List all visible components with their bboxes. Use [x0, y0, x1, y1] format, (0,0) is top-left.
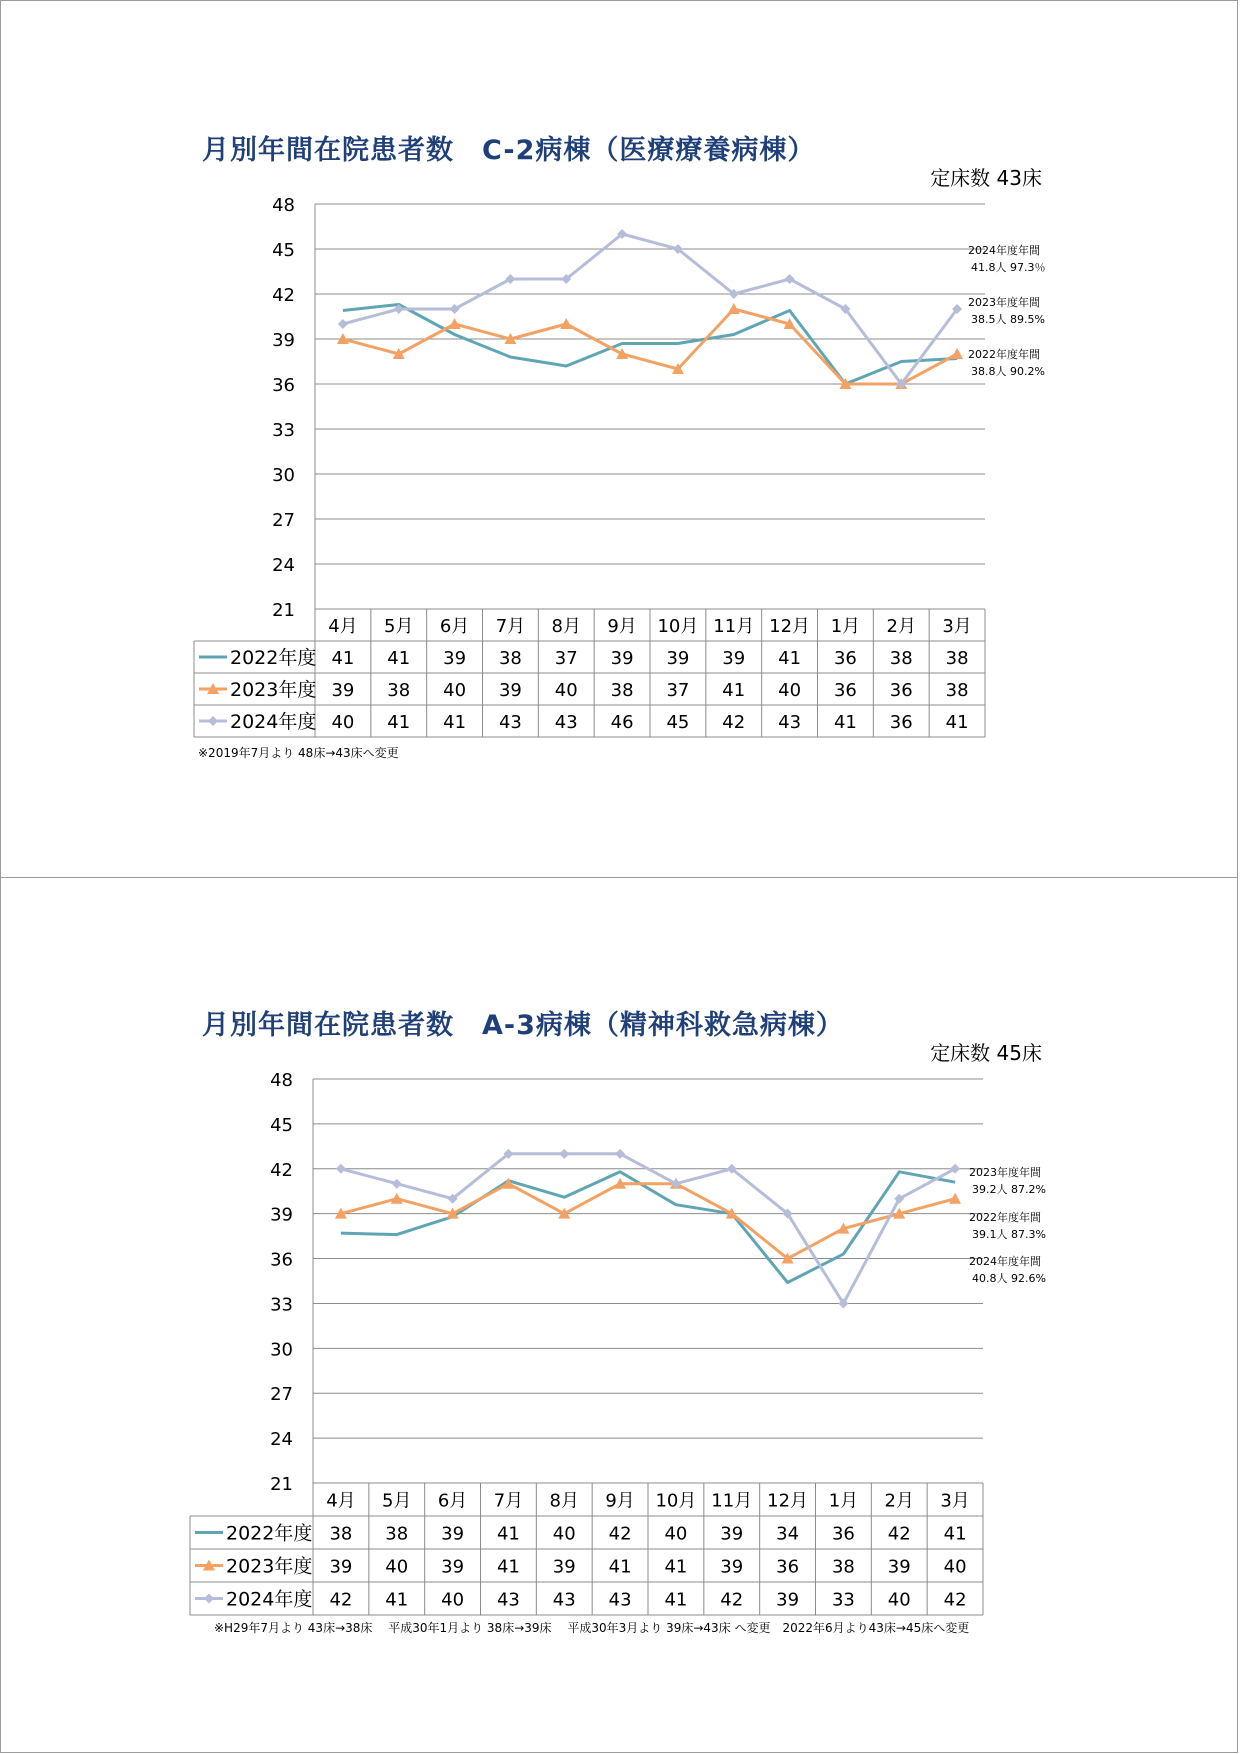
annotation-line2: 41.8人 97.3％ [971, 261, 1046, 274]
data-label: 38 [498, 648, 522, 669]
x-tick-label: 8月 [549, 1490, 579, 1512]
data-label: 39 [666, 648, 690, 669]
data-label: 40 [552, 1523, 576, 1545]
data-label: 37 [666, 680, 690, 701]
y-tick-label: 21 [272, 600, 295, 621]
data-label: 41 [945, 712, 969, 733]
chart-2 [190, 1070, 1046, 1615]
data-label: 42 [943, 1589, 967, 1611]
x-tick-label: 11月 [713, 616, 755, 637]
data-label: 38 [610, 680, 634, 701]
data-label: 42 [329, 1589, 353, 1611]
annotation-line1: 2023年度年間 [969, 1166, 1041, 1179]
data-label: 33 [831, 1589, 855, 1611]
x-tick-label: 3月 [940, 1490, 970, 1512]
legend-key-marker [204, 1594, 214, 1604]
data-label: 39 [722, 648, 746, 669]
y-tick-label: 27 [272, 510, 295, 531]
data-label: 36 [833, 680, 857, 701]
y-tick-label: 30 [272, 465, 295, 486]
data-label: 43 [496, 1589, 520, 1611]
data-label: 41 [387, 712, 411, 733]
data-label: 39 [610, 648, 634, 669]
data-label: 41 [943, 1523, 967, 1545]
data-table [194, 609, 985, 737]
data-label: 43 [498, 712, 522, 733]
x-tick-label: 10月 [657, 616, 699, 637]
data-point [559, 1149, 569, 1159]
annotation-line1: 2022年度年間 [969, 1211, 1041, 1224]
data-label: 37 [554, 648, 578, 669]
data-label: 41 [608, 1556, 632, 1578]
data-label: 40 [385, 1556, 409, 1578]
y-tick-label: 45 [272, 240, 295, 261]
data-label: 43 [608, 1589, 632, 1611]
legend-key-marker [208, 716, 218, 726]
data-label: 43 [778, 712, 802, 733]
data-label: 41 [778, 648, 802, 669]
data-label: 41 [387, 648, 411, 669]
annotation-line1: 2024年度年間 [969, 1255, 1041, 1268]
data-label: 40 [664, 1523, 688, 1545]
x-tick-label: 2月 [884, 1490, 914, 1512]
annotation-line1: 2024年度年間 [968, 244, 1040, 257]
chart-2-title: 月別年間在院患者数 A-3病棟（精神科救急病棟） [202, 1010, 844, 1041]
series-line-2022年度 [343, 305, 957, 385]
data-label: 36 [889, 680, 913, 701]
annotation-line2: 38.5人 89.5% [971, 313, 1045, 326]
chart-1-footnote: ※2019年7月より 48床→43床へ変更 [198, 746, 399, 760]
data-label: 41 [496, 1523, 520, 1545]
data-label: 41 [664, 1589, 688, 1611]
x-tick-label: 7月 [493, 1490, 524, 1512]
y-tick-label: 33 [270, 1294, 293, 1316]
y-tick-label: 42 [270, 1159, 293, 1181]
data-point [560, 318, 572, 329]
data-label: 38 [385, 1523, 409, 1545]
chart-1-title: 月別年間在院患者数 C-2病棟（医療療養病棟） [202, 135, 816, 166]
chart-2-beds: 定床数 45床 [930, 1041, 1042, 1065]
x-tick-label: 12月 [769, 616, 811, 637]
y-tick-label: 39 [270, 1204, 293, 1226]
y-tick-label: 30 [270, 1339, 293, 1361]
data-label: 41 [331, 648, 355, 669]
data-label: 39 [887, 1556, 911, 1578]
data-point [391, 1193, 403, 1204]
data-label: 45 [666, 712, 690, 733]
data-label: 38 [945, 680, 969, 701]
data-label: 36 [889, 712, 913, 733]
legend-label: 2024年度 [226, 1588, 313, 1611]
y-tick-label: 24 [270, 1429, 293, 1451]
data-label: 40 [778, 680, 802, 701]
data-point [449, 318, 461, 329]
data-label: 38 [945, 648, 969, 669]
data-label: 34 [776, 1523, 800, 1545]
annotation-line2: 39.1人 87.3% [972, 1228, 1046, 1241]
data-point [338, 319, 348, 329]
data-label: 40 [554, 680, 578, 701]
series-line-2024年度 [341, 1154, 955, 1304]
annotation-line2: 38.8人 90.2% [971, 365, 1045, 378]
data-label: 41 [496, 1556, 520, 1578]
y-tick-label: 45 [270, 1114, 293, 1136]
x-tick-label: 4月 [326, 1490, 356, 1512]
legend-label: 2023年度 [230, 679, 317, 701]
x-tick-label: 8月 [551, 616, 581, 637]
x-tick-label: 9月 [607, 616, 637, 637]
data-point [949, 1193, 961, 1204]
data-label: 39 [498, 680, 522, 701]
data-point [616, 348, 628, 359]
data-label: 39 [329, 1556, 353, 1578]
data-label: 42 [722, 712, 746, 733]
data-label: 39 [331, 680, 355, 701]
data-label: 42 [887, 1523, 911, 1545]
series-line-2023年度 [343, 309, 957, 384]
data-label: 41 [385, 1589, 409, 1611]
data-label: 40 [443, 680, 467, 701]
y-tick-label: 27 [270, 1384, 293, 1406]
data-label: 41 [443, 712, 467, 733]
data-label: 39 [720, 1556, 744, 1578]
data-table [190, 1483, 983, 1615]
x-tick-label: 11月 [711, 1490, 753, 1512]
x-tick-label: 10月 [655, 1490, 697, 1512]
y-tick-label: 39 [272, 330, 295, 351]
data-label: 40 [943, 1556, 967, 1578]
data-label: 42 [608, 1523, 632, 1545]
annotation-line2: 39.2人 87.2% [972, 1183, 1046, 1196]
data-label: 41 [722, 680, 746, 701]
y-tick-label: 33 [272, 420, 295, 441]
data-label: 40 [331, 712, 355, 733]
y-tick-label: 21 [270, 1474, 293, 1495]
data-point [336, 1164, 346, 1174]
legend-label: 2024年度 [230, 711, 317, 733]
data-label: 36 [833, 648, 857, 669]
x-tick-label: 3月 [942, 616, 972, 637]
data-label: 36 [776, 1556, 800, 1578]
chart-1-beds: 定床数 43床 [930, 166, 1042, 190]
x-tick-label: 2月 [886, 616, 916, 637]
data-label: 40 [887, 1589, 911, 1611]
x-tick-label: 4月 [328, 616, 358, 637]
annotation-line1: 2023年度年間 [968, 296, 1040, 309]
y-tick-label: 36 [270, 1249, 293, 1271]
data-point [392, 1179, 402, 1189]
x-tick-label: 5月 [382, 1490, 412, 1512]
x-tick-label: 1月 [830, 616, 861, 637]
data-label: 38 [387, 680, 411, 701]
data-point [728, 303, 740, 314]
x-tick-label: 5月 [384, 616, 414, 637]
data-label: 38 [329, 1523, 353, 1545]
data-label: 46 [610, 712, 634, 733]
data-label: 39 [720, 1523, 744, 1545]
y-tick-label: 42 [272, 285, 295, 306]
x-tick-label: 1月 [828, 1490, 859, 1512]
chart-2-footnote: ※H29年7月より 43床→38床 平成30年1月より 38床→39床 平成30年3月より 39床→43床 へ変更 2022年6月より43床→45床へ変更 [214, 1621, 970, 1635]
x-tick-label: 7月 [495, 616, 526, 637]
y-tick-label: 48 [272, 195, 295, 216]
data-label: 39 [441, 1556, 465, 1578]
data-label: 36 [831, 1523, 855, 1545]
chart-1 [194, 195, 1045, 737]
y-tick-label: 24 [272, 555, 295, 576]
data-label: 41 [664, 1556, 688, 1578]
data-label: 43 [552, 1589, 576, 1611]
data-label: 42 [720, 1589, 744, 1611]
data-label: 43 [554, 712, 578, 733]
data-label: 39 [552, 1556, 576, 1578]
x-tick-label: 9月 [605, 1490, 635, 1512]
x-tick-label: 6月 [437, 1490, 468, 1512]
legend-label: 2023年度 [226, 1555, 313, 1578]
annotation-line2: 40.8人 92.6% [972, 1272, 1046, 1285]
legend-label: 2022年度 [230, 647, 317, 669]
data-label: 39 [441, 1523, 465, 1545]
y-tick-label: 36 [272, 375, 295, 396]
x-tick-label: 6月 [439, 616, 470, 637]
y-tick-label: 48 [270, 1070, 293, 1091]
data-point [951, 348, 963, 359]
x-tick-label: 12月 [767, 1490, 809, 1512]
data-label: 39 [443, 648, 467, 669]
data-label: 39 [776, 1589, 800, 1611]
annotation-line1: 2022年度年間 [968, 348, 1040, 361]
data-label: 41 [833, 712, 857, 733]
data-label: 40 [441, 1589, 465, 1611]
legend-label: 2022年度 [226, 1522, 313, 1545]
data-label: 38 [889, 648, 913, 669]
data-label: 38 [831, 1556, 855, 1578]
